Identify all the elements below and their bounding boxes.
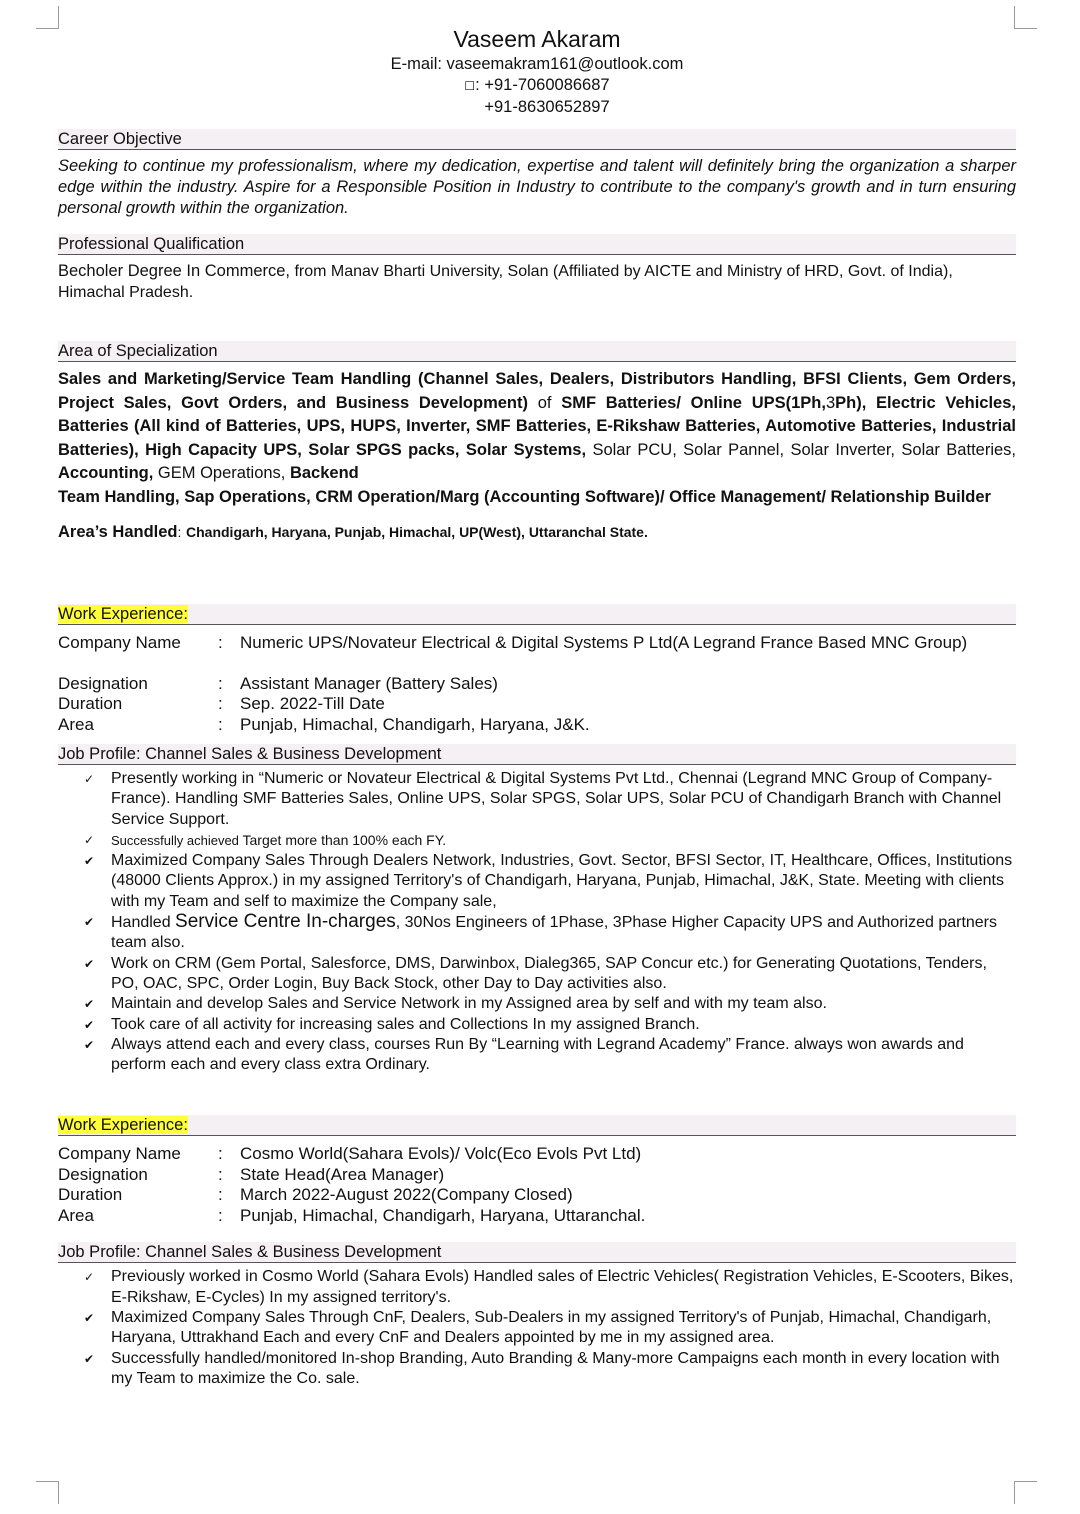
section-heading-qualification: Professional Qualification bbox=[58, 234, 1016, 255]
checkmark-icon: ✔ bbox=[84, 915, 95, 930]
list-item: ✓ Presently working in “Numeric or Novateur Electrical & Digital Systems Pvt Ltd., Chennai (Legrand MNC Group of Company-France). Handling SMF Batteries Sales, Online UPS, Solar SPGS, Solar UPS, Solar PCU of Chandigarh Branch with Channel Service Support. bbox=[84, 770, 1002, 828]
work2-duration-row: Duration : March 2022-August 2022(Company Closed) bbox=[58, 1185, 573, 1205]
checkmark-icon: ✓ bbox=[84, 1270, 95, 1285]
work1-duration-row: Duration : Sep. 2022-Till Date bbox=[58, 694, 385, 713]
list-item: ✔ Maximized Company Sales Through CnF, Dealers, Sub-Dealers in my assigned Territory's of Punjab, Himachal, Chandigarh, Haryana, Uttrakhand Each and every CnF and Dealers appointed by me in my assigned area. bbox=[84, 1309, 992, 1347]
list-item: ✔ Successfully handled/monitored In-shop Branding, Auto Branding & Many-more Campaigns each month in every location with my Team to maximize the Co. sale. bbox=[84, 1349, 1000, 1387]
email-line: E-mail: vaseemakram161@outlook.com bbox=[390, 55, 684, 73]
list-item: ✔ Handled Service Centre In-charges, 30Nos Engineers of 1Phase, 3Phase Higher Capacity UPS and Authorized partners team also. bbox=[84, 911, 998, 952]
checkmark-icon: ✔ bbox=[84, 997, 95, 1012]
list-item: ✓ Successfully achieved Target more than 100% each FY. bbox=[111, 830, 1016, 851]
checkmark-icon: ✓ bbox=[84, 832, 95, 847]
work2-area-row: Area : Punjab, Himachal, Chandigarh, Haryana, Uttaranchal. bbox=[58, 1205, 646, 1225]
work1-designation-row: Designation : Assistant Manager (Battery Sales) bbox=[58, 673, 498, 693]
phone-line-1: ☐: +91-7060086687 bbox=[464, 76, 610, 94]
crop-mark-bottom-left bbox=[36, 1481, 59, 1504]
job-profile-2-list bbox=[58, 1267, 1016, 1389]
work1-company-row: Company Name : Numeric UPS/Novateur Electrical & Digital Systems P Ltd(A Legrand France Based MNC Group) bbox=[58, 633, 968, 652]
checkmark-icon: ✔ bbox=[84, 854, 95, 869]
crop-mark-bottom-right bbox=[1014, 1481, 1037, 1504]
areas-handled: Area’s Handled: Chandigarh, Haryana, Punjab, Himachal, UP(West), Uttaranchal State. bbox=[58, 523, 648, 541]
list-item: ✔ Maximized Company Sales Through Dealers Network, Industries, Govt. Sector, BFSI Sector, IT, Healthcare, Offices, Institutions (48000 Clients Approx.) in my assigned Territory's of Chandigarh, Haryana, Punjab, Himachal, J&K, State. Meeting with clients with my Team and self to maximize the Company sale, bbox=[84, 852, 1013, 910]
section-heading-job-profile-2: Job Profile: Channel Sales & Business Development bbox=[58, 1242, 1016, 1263]
resume-page bbox=[58, 24, 1016, 1389]
checkmark-icon: ✔ bbox=[84, 1351, 95, 1366]
checkmark-icon: ✔ bbox=[84, 956, 95, 971]
work2-company-row: Company Name : Cosmo World(Sahara Evols)/ Volc(Eco Evols Pvt Ltd) bbox=[58, 1144, 642, 1164]
job-profile-1-list bbox=[58, 769, 1016, 1075]
list-item: ✓ Previously worked in Cosmo World (Sahara Evols) Handled sales of Electric Vehicles( Registration Vehicles, E-Scooters, Bikes, E-Rikshaw, E-Cycles) In my assigned territory's. bbox=[84, 1268, 1014, 1306]
list-item: ✔ Maintain and develop Sales and Service Network in my Assigned area by self and with my team also. bbox=[111, 994, 1016, 1014]
checkmark-icon: ✔ bbox=[84, 1017, 95, 1032]
section-heading-work-2: Work Experience: bbox=[58, 1115, 1016, 1136]
list-item: ✔ Took care of all activity for increasing sales and Collections In my assigned Branch. bbox=[111, 1015, 1016, 1035]
list-item: ✔ Work on CRM (Gem Portal, Salesforce, DMS, Darwinbox, Dialeg365, SAP Concur etc.) for Generating Quotations, Tenders, PO, OAC, SPC, Order Login, Buy Back Stock, other Day to Day activities also. bbox=[84, 954, 987, 992]
checkmark-icon: ✓ bbox=[84, 772, 95, 786]
phone-icon: ☐ bbox=[464, 79, 476, 93]
crop-mark-top-left bbox=[36, 6, 59, 29]
specialization-text: Sales and Marketing/Service Team Handling (Channel Sales, Dealers, Distributors Handling, BFSI Clients, Gem Orders, Project Sales, Govt Orders, and Business Development) of SMF Batteries/ Online UPS(1Ph,3Ph), Electric Vehicles, Batteries (All kind of Batteries, UPS, HUPS, Inverter, SMF Batteries, E-Rikshaw Batteries, Automotive Batteries, Industrial Batteries), High Capacity UPS, Solar SPGS packs, Solar Systems, Solar PCU, Solar Pannel, Solar Inverter, Solar Batteries, Accounting, GEM Operations, Backend Team Handling, Sap Operations, CRM Operation/Marg (Accounting Software)/ Office Management/ Relationship Builder bbox=[58, 370, 1016, 506]
checkmark-icon: ✔ bbox=[84, 1311, 95, 1326]
section-heading-career: Career Objective bbox=[58, 129, 1016, 150]
phone-line-2: +91-8630652897 bbox=[484, 98, 610, 116]
work2-designation-row: Designation : State Head(Area Manager) bbox=[58, 1164, 445, 1184]
section-heading-specialization: Area of Specialization bbox=[58, 341, 1016, 362]
section-heading-job-profile-1: Job Profile: Channel Sales & Business Development bbox=[58, 744, 1016, 765]
resume-header bbox=[58, 24, 1016, 118]
section-heading-work-1: Work Experience: bbox=[58, 604, 1016, 625]
qualification-text: Becholer Degree In Commerce, from Manav Bharti University, Solan (Affiliated by AICTE and Ministry of HRD, Govt. of India), Himachal Pradesh. bbox=[58, 262, 953, 301]
work1-area-row: Area : Punjab, Himachal, Chandigarh, Haryana, J&K. bbox=[58, 714, 590, 734]
career-objective-text: Seeking to continue my professionalism, where my dedication, expertise and talent will definitely bring the organization a sharper edge within the industry. Aspire for a Responsible Position in Industry to contribute to the company's growth and in turn ensuring personal growth within the organization. bbox=[58, 157, 1016, 217]
list-item: ✔ Always attend each and every class, courses Run By “Learning with Legrand Academy” France. always won awards and perform each and every class extra Ordinary. bbox=[84, 1035, 964, 1074]
crop-mark-top-right bbox=[1014, 6, 1037, 29]
checkmark-icon: ✔ bbox=[84, 1037, 95, 1052]
candidate-name: Vaseem Akaram bbox=[453, 26, 621, 52]
